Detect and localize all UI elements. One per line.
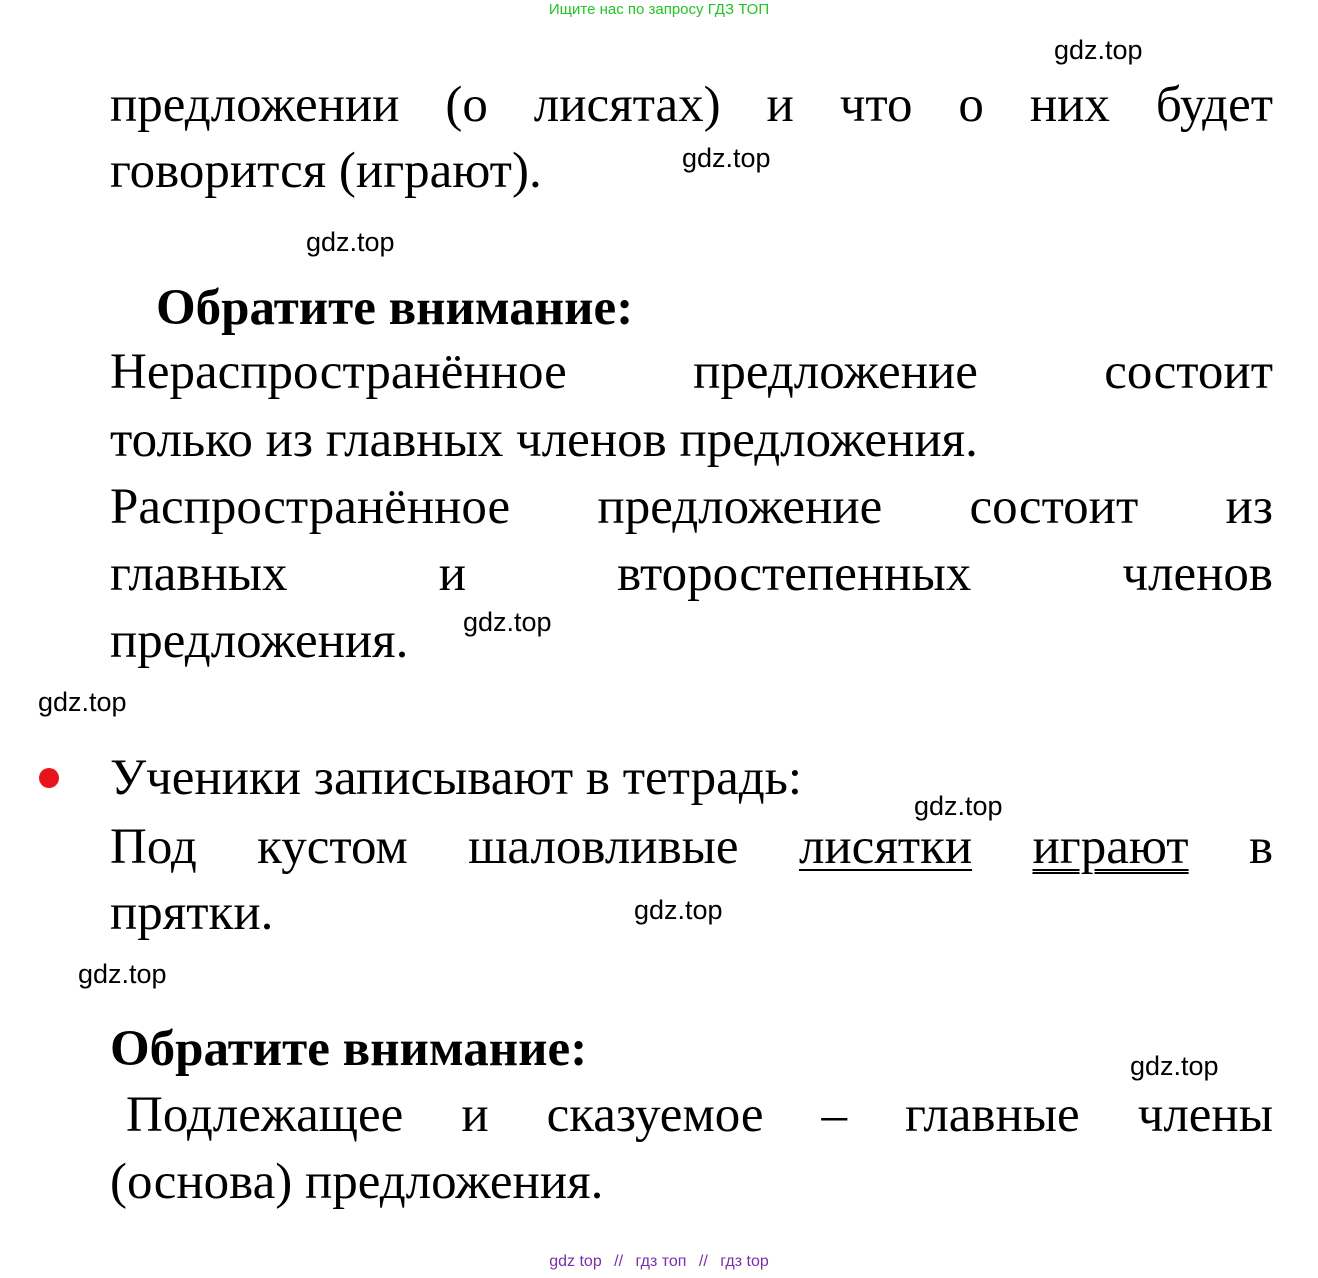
sentence-middle-end: в bbox=[1248, 819, 1274, 875]
note-line: Подлежащее и сказуемое – главные члены bbox=[126, 1087, 1273, 1143]
watermark: gdz.top bbox=[306, 227, 395, 257]
sentence-start: Под кустом шаловливые bbox=[110, 819, 739, 875]
watermark: gdz.top bbox=[1054, 35, 1143, 65]
watermark: gdz.top bbox=[914, 791, 1003, 821]
watermark: gdz.top bbox=[78, 959, 167, 989]
example-sentence-line bbox=[110, 819, 1274, 875]
note-line: только из главных членов предложения. bbox=[110, 412, 978, 468]
note-heading: Обратите внимание: bbox=[110, 1021, 588, 1077]
note-line: Нераспространённое предложение состоит bbox=[110, 344, 1273, 400]
paragraph-line: говорится (играют). bbox=[110, 143, 542, 199]
red-dot-icon bbox=[39, 768, 59, 788]
subject-word: лисятки bbox=[798, 819, 973, 875]
paragraph-line: предложении (о лисятах) и что о них будет bbox=[110, 77, 1273, 133]
footer-link-gdz-top-ru[interactable]: гдз топ bbox=[635, 1253, 687, 1270]
watermark: gdz.top bbox=[1130, 1051, 1219, 1081]
note-line: Распространённое предложение состоит из bbox=[110, 479, 1273, 535]
example-sentence-end: прятки. bbox=[110, 885, 274, 941]
note-line: предложения. bbox=[110, 613, 409, 669]
note-line: главных и второстепенных членов bbox=[110, 546, 1273, 602]
footer-separator: // bbox=[698, 1253, 708, 1270]
footer-link-gdz-top-mixed[interactable]: гдз top bbox=[720, 1253, 769, 1270]
top-banner[interactable]: Ищите нас по запросу ГДЗ ТОП bbox=[548, 1, 770, 18]
task-intro: Ученики записывают в тетрадь: bbox=[110, 750, 803, 806]
footer-separator: // bbox=[614, 1253, 624, 1270]
note-line: (основа) предложения. bbox=[110, 1154, 604, 1210]
watermark: gdz.top bbox=[634, 895, 723, 925]
watermark: gdz.top bbox=[38, 687, 127, 717]
watermark: gdz.top bbox=[463, 607, 552, 637]
predicate-word: играют bbox=[1032, 819, 1189, 875]
footer-link-gdz-top[interactable]: gdz top bbox=[549, 1253, 602, 1270]
note-heading: Обратите внимание: bbox=[156, 280, 634, 336]
watermark: gdz.top bbox=[682, 143, 771, 173]
footer-links bbox=[0, 1253, 1318, 1271]
